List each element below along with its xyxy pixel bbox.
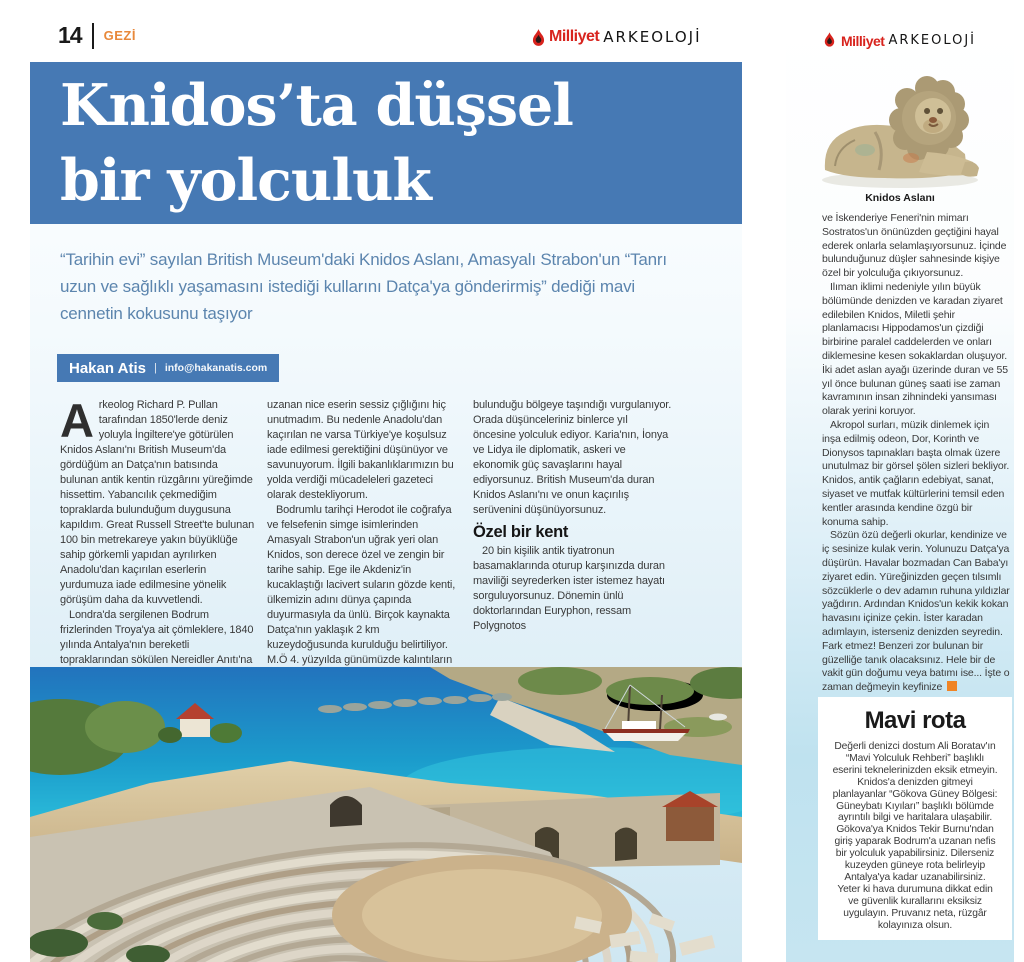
body-column-3 xyxy=(473,398,673,634)
masthead-brand: Milliyet xyxy=(549,28,600,45)
paragraph: Bodrumlu tarihçi Herodot ile coğrafya ve felsefenin simge isimlerinden Amasyalı Strabon'un uğrak yeri olan Knidos, son derece özel ve zengin bir tarihe sahip. Ege ile Akdeniz'in kucaklaştığı lacivert suların gözde kenti, ülkemizin adını dünya çapında duyurmasıyla da ünlü. Birçok kaynakta Datça'nın yaklaşık 2 km kuzeydoğusunda kurulduğu belirtiliyor. M.Ö 4. yüzyılda günümüzde kalıntıların xyxy=(267,504,456,666)
masthead-title: ARKEOLOJİ xyxy=(603,28,702,46)
byline-separator: | xyxy=(153,362,157,374)
sidebar xyxy=(786,24,1014,962)
paragraph: bulunduğu bölgeye taşındığı vurgulanıyor. Orada düşünceleriniz binlerce yıl öncesine yolculuk ediyor. Karia'nın, İonya ve Lidya ile diplomatik, askeri ve ekonomik güç savaşlarını hayal ediyorsunuz. British Museum'da duran Knidos Aslanı'nı ve onun kaçırılış serüvenini düşünüyorsunuz. xyxy=(473,399,672,516)
masthead xyxy=(532,28,702,46)
flame-icon xyxy=(532,29,545,46)
sidebar-text xyxy=(822,212,1010,695)
paragraph: Ilıman iklimi nedeniyle yılın büyük bölümünde denizden ve karadan ziyaret edilebilen Knidos, Miletli şehir planlamacısı Hippodamos'un çizdiği birbirine paralel caddelerden ve onları diklemesine kesen sokaklardan oluşuyor. İki adet aslan ayağı üzerinde duran ve 55 yıl önce bulunan güneş saati ise zaman kavramının insan zihnindeki yansıması olarak yerini koruyor. xyxy=(822,280,1008,418)
page-number: 14 xyxy=(58,22,82,48)
paragraph: Arkeolog Richard P. Pullan tarafından 1850'lerde deniz yoluyla İngiltere'ye götürülen Knidos Aslanı'nı British Museum'da gördüğüm an Datça'nın batısında bulunan antik kentin rüzgârını yüreğimde hissettim. Yabancılık çekmediğim topraklarda bulunduğum duygusuna kapıldım. Great Russell Street'te bulunan 100 bin metrekareye yakın büyüklüğe sahip görkemli yapıdan ayrılırken Anadolu'dan kaçırılan eserlerin yurdumuza iade edilmesine yönelik görüşüm daha da kuvvetlendi. xyxy=(60,394,255,606)
body-column-2 xyxy=(267,398,463,668)
sidebar-brand: Milliyet xyxy=(840,32,885,49)
sidebar-masthead xyxy=(786,32,1014,49)
folio xyxy=(58,22,136,49)
headline-box xyxy=(30,62,742,224)
sidebar-brand-title: ARKEOLOJİ xyxy=(888,33,977,48)
author-email: info@hakanatis.com xyxy=(164,362,268,374)
drop-cap: A xyxy=(60,394,94,447)
paragraph: Londra'da sergilenen Bodrum frizlerinden Troya'ya ait çömleklere, 1840 yılında Antalya'nın bereketli topraklarından sökülen Nereidler Anıtı'na xyxy=(60,609,254,666)
box-body: Değerli denizci dostum Ali Boratav'ın “Mavi Yolculuk Rehberi” başlıklı eserini teknelerinizden eksik etmeyin. Knidos'a denizden gitmeyi planlayanlar “Gökova Güney Bölgesi: Güneybatı Kıyıları” başlıklı bölümde ayrıntılı bilgi ve haritalara ulaşabilir. Gökova'ya Knidos Tekir Burnu'ndan giriş yaparak Bodrum'a uzanan nefis bir yolculuk yapabilirsiniz. Dilerseniz kuzeyden güneye rota belirleyip Antalya'ya kadar uzanabilirsiniz. Yeter ki hava durumuna dikkat edin ve güvenlik kurallarını eksiksiz uygulayın. Pruvanız neta, rüzgâr kolayınıza olsun. xyxy=(832,741,998,931)
lion-statue-photo xyxy=(815,58,985,190)
folio-divider xyxy=(92,23,94,49)
body-column-1 xyxy=(60,394,258,668)
headline: Knidos’ta düşsel bir yolculuk xyxy=(60,72,573,214)
knidos-theatre-photo xyxy=(30,667,742,962)
lion-illustration xyxy=(815,58,985,190)
standfirst: “Tarihin evi” sayılan British Museum'daki Knidos Aslanı, Amasyalı Strabon'un “Tanrı uzun ve sağlıklı yaşamasını istediği kullarını Datça'ya gönderirmiş” dediği mavi cennetin kokusunu taşıyor xyxy=(60,250,667,323)
article-panel xyxy=(30,58,742,962)
flame-icon xyxy=(824,32,837,49)
paragraph: 20 bin kişilik antik tiyatronun basamaklarında oturup karşınızda duran maviliği seyrederken ister istemez hayatı sorguluyorsunuz. Dönemin ünlü doktorlarından Euryphon, ressam Polygnotos xyxy=(473,545,665,632)
paragraph: Sözün özü değerli okurlar, kendinize ve iç sesinize kulak verin. Yolunuzu Datça'ya düşürün. Havalar bozmadan Can Baba'yı ziyaret edin. Yüreğinizden geçen tılsımlı sözcüklerle o dev adamın ruhuna yıldızlar yağdırın. Ardından Knidos'un kekik kokan havasını içinize çekin. İster karadan adımlayın, isterseniz denizden seyredin. Fark etmez! Benzeri zor bulunan bir güzelliğe tanık olacaksınız. Hele bir de vakit gün doğumu veya batımı ise... İşte o zaman değmeyin keyfinize xyxy=(822,529,1010,694)
paragraph: uzanan nice eserin sessiz çığlığını hiç unutmadım. Bu nedenle Anadolu'dan kaçırılan ne varsa Türkiye'ye koşulsuz iade edilmesi gerektiğini düşünüyor ve savunuyorum. İlgili bakanlıklarımızın bu yolda verdiği mücadeleleri gazeteci olarak destekliyorum. xyxy=(267,399,454,501)
section-label: GEZİ xyxy=(103,28,136,43)
mavi-rota-box xyxy=(818,697,1012,940)
lion-caption: Knidos Aslanı xyxy=(865,192,935,204)
byline-bar xyxy=(57,354,279,382)
knidos-photo-illustration xyxy=(30,667,742,962)
author-name: Hakan Atis xyxy=(69,359,146,377)
end-of-article-marker xyxy=(947,681,957,691)
box-title: Mavi rota xyxy=(864,707,966,734)
paragraph: ve İskenderiye Feneri'nin mimarı Sostratos'un önünüzden geçtiğini hayal ederek onlarla selamlaşıyorsunuz. İçinde bulunduğunuz düşler sahnesinde kişiye özel bir yolculuğa çıkıyorsunuz. xyxy=(822,212,1007,280)
subheading: Özel bir kent xyxy=(473,523,569,541)
paragraph: Akropol surları, müzik dinlemek için inşa edilmiş odeon, Dor, Korinth ve Dionysos tapınakları başta olmak üzere unutulmaz bir görsel şölen sizleri bekliyor. Knidos, antik çağların edebiyat, sanat, siyaset ve mutfak kültürlerini temsil eden kentler arasında kendine özgü bir konuma sahip. xyxy=(822,418,1010,528)
